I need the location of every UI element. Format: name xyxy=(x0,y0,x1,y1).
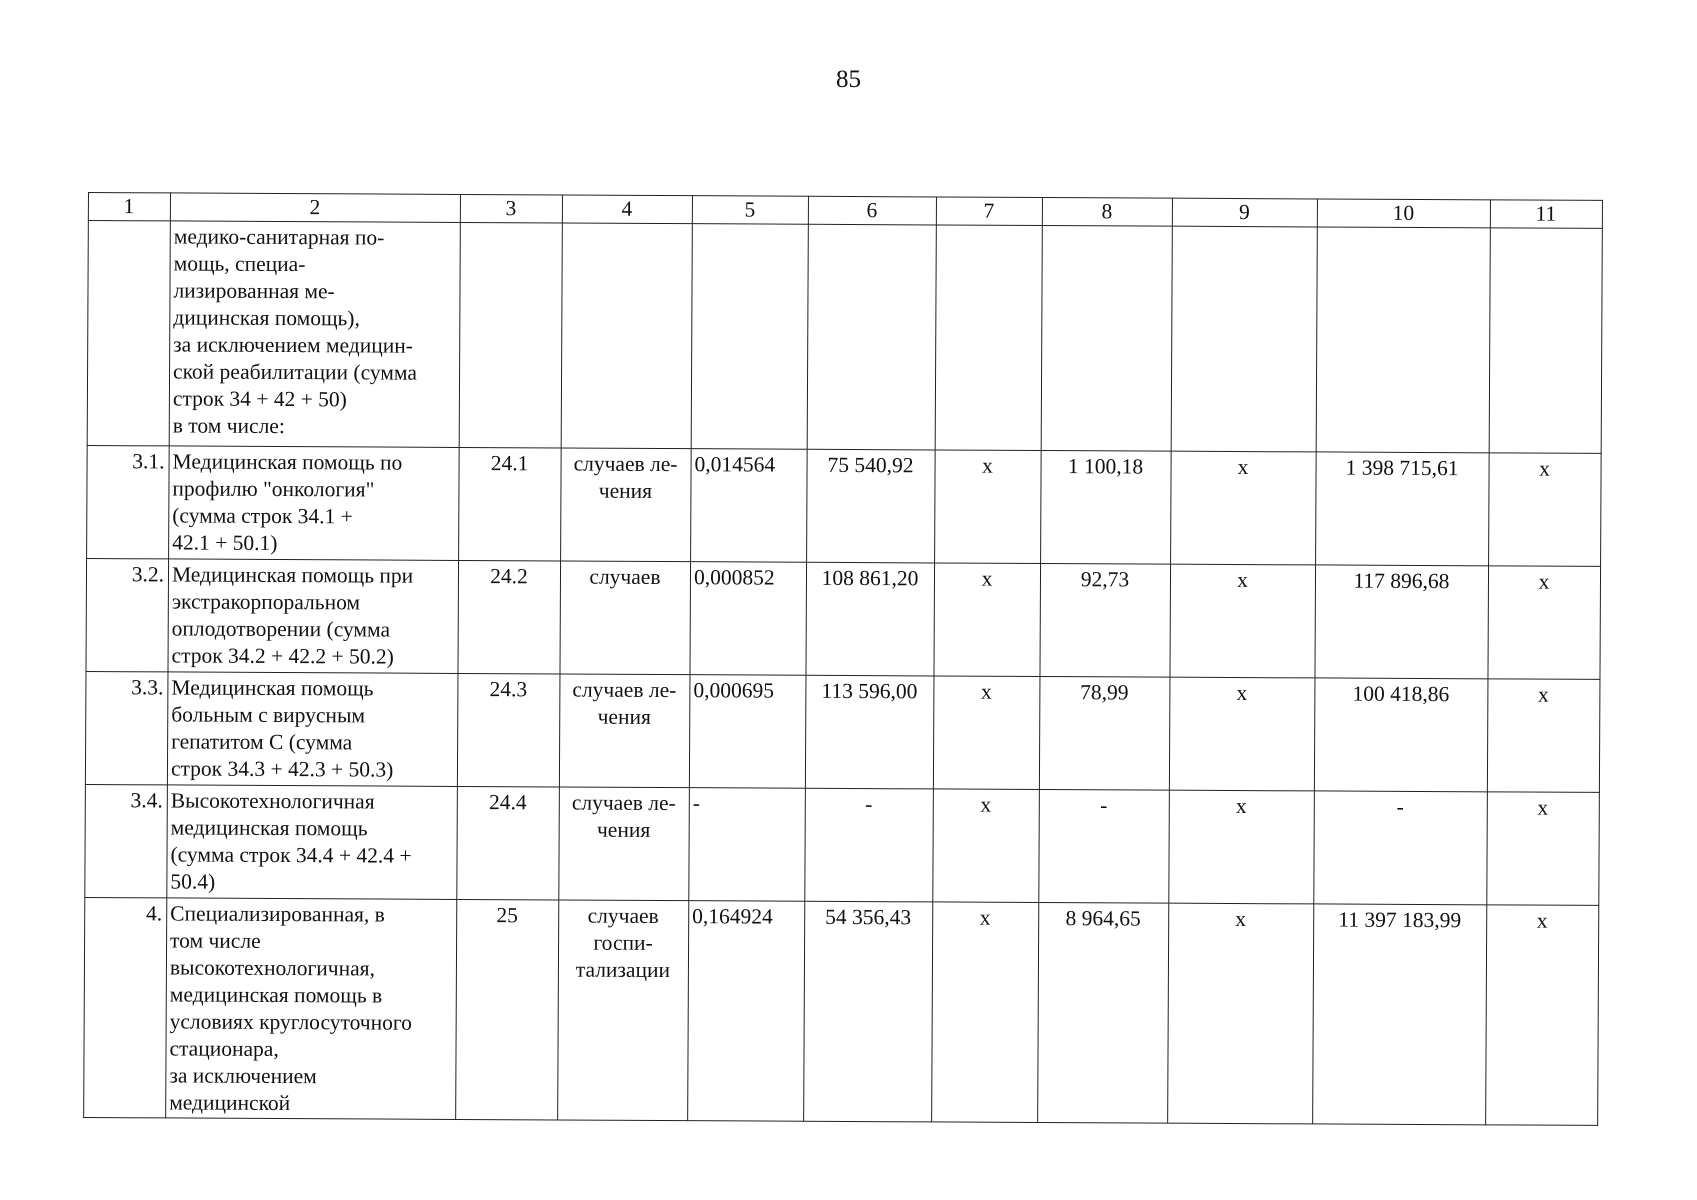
column-number: 3 xyxy=(460,194,562,223)
column-number: 4 xyxy=(562,195,692,224)
cell-col5: 0,000695 xyxy=(689,675,806,789)
table-row xyxy=(85,784,1600,905)
row-unit: случаев xyxy=(560,561,691,675)
row-code: 25 xyxy=(456,899,559,1120)
cell-col5: 0,000852 xyxy=(690,562,807,676)
column-number: 8 xyxy=(1042,197,1172,226)
row-name: Медицинская помощь по профилю "онкология" (сумма строк 34.1 + 42.1 + 50.1) xyxy=(169,446,460,561)
row-number xyxy=(87,221,170,446)
cell-col11: х xyxy=(1489,453,1602,567)
cell-col6: 75 540,92 xyxy=(807,449,936,563)
column-number: 9 xyxy=(1172,198,1317,227)
page-number: 85 xyxy=(836,66,861,93)
cell-col11: х xyxy=(1488,566,1601,680)
cell-col9: х xyxy=(1171,451,1317,565)
cell-col9: х xyxy=(1168,903,1314,1124)
cell-col11: х xyxy=(1487,792,1600,906)
cell-col7: х xyxy=(935,450,1042,564)
cell-col8: 92,73 xyxy=(1040,563,1171,677)
row-code: 24.4 xyxy=(457,786,560,900)
cell-col10: 11 397 183,99 xyxy=(1313,904,1487,1125)
row-code: 24.1 xyxy=(459,447,562,561)
cell-col8: 78,99 xyxy=(1039,676,1170,790)
row-number: 3.1. xyxy=(87,445,170,558)
cell-col5: 0,164924 xyxy=(688,901,805,1122)
cell-col9: х xyxy=(1170,564,1316,678)
cell-col7 xyxy=(935,225,1042,451)
cell-col10: 117 896,68 xyxy=(1315,565,1489,679)
row-name: Специализированная, в том числе высокотехнологичная, медицинская помощь в условиях круглосуточного стационара, за исключением медицинской xyxy=(166,898,457,1120)
row-number: 3.2. xyxy=(86,558,169,671)
cell-col11: х xyxy=(1486,905,1599,1126)
cell-col6: - xyxy=(805,788,934,902)
cell-col9 xyxy=(1171,226,1317,452)
row-code: 24.3 xyxy=(457,673,560,787)
row-unit: случаев госпи- тализации xyxy=(558,900,689,1121)
row-unit xyxy=(561,223,692,449)
cell-col7: х xyxy=(933,789,1040,903)
cell-col8: 1 100,18 xyxy=(1041,450,1172,564)
cell-col5: - xyxy=(689,788,806,902)
column-number: 11 xyxy=(1490,200,1602,229)
row-number: 3.4. xyxy=(85,784,168,897)
row-number: 4. xyxy=(84,897,167,1117)
column-number: 7 xyxy=(936,197,1042,226)
row-name: медико-санитарная по- мощь, специа- лизированная ме- дицинская помощь), за исключением медицин- ской реабилитации (сумма строк 34 + 42 + 50) в том числе: xyxy=(169,221,460,448)
cell-col9: х xyxy=(1169,677,1315,791)
cell-col11 xyxy=(1489,228,1602,454)
cell-col10: 1 398 715,61 xyxy=(1316,452,1490,566)
row-unit: случаев ле- чения xyxy=(561,448,692,562)
cell-col9: х xyxy=(1169,790,1315,904)
cell-col8 xyxy=(1041,225,1172,451)
data-table xyxy=(83,192,1603,1126)
cell-col8: 8 964,65 xyxy=(1038,902,1169,1123)
cell-col5: 0,014564 xyxy=(691,449,808,563)
cell-col7: х xyxy=(933,676,1040,790)
cell-col6 xyxy=(807,224,936,450)
column-number: 2 xyxy=(170,193,460,223)
table-row xyxy=(87,221,1602,454)
cell-col10: 100 418,86 xyxy=(1314,678,1488,792)
cell-col10: - xyxy=(1314,791,1488,905)
cell-col6: 113 596,00 xyxy=(805,675,934,789)
table-row xyxy=(86,558,1601,679)
cell-col10 xyxy=(1316,227,1490,453)
cell-col7: х xyxy=(934,563,1041,677)
table-row xyxy=(87,445,1602,566)
row-code: 24.2 xyxy=(458,560,561,674)
row-name: Медицинская помощь больным с вирусным гепатитом С (сумма строк 34.3 + 42.3 + 50.3) xyxy=(167,672,458,787)
row-name: Медицинская помощь при экстракорпоральном оплодотворении (сумма строк 34.2 + 42.2 + 50.2) xyxy=(168,559,459,674)
cell-col5 xyxy=(691,224,808,450)
cell-col7: х xyxy=(932,902,1039,1123)
cell-col6: 54 356,43 xyxy=(804,901,933,1122)
row-unit: случаев ле- чения xyxy=(559,674,690,788)
cell-col11: х xyxy=(1487,679,1600,793)
row-unit: случаев ле- чения xyxy=(559,787,690,901)
row-number: 3.3. xyxy=(85,671,168,784)
row-code xyxy=(459,222,562,448)
cell-col8: - xyxy=(1039,789,1170,903)
column-number: 5 xyxy=(692,196,808,225)
column-number: 6 xyxy=(808,196,936,225)
cell-col6: 108 861,20 xyxy=(806,562,935,676)
row-name: Высокотехнологичная медицинская помощь (сумма строк 34.4 + 42.4 + 50.4) xyxy=(167,785,458,900)
column-number: 10 xyxy=(1317,199,1490,228)
table-row xyxy=(84,897,1599,1125)
table-row xyxy=(85,671,1600,792)
column-number: 1 xyxy=(88,193,170,221)
